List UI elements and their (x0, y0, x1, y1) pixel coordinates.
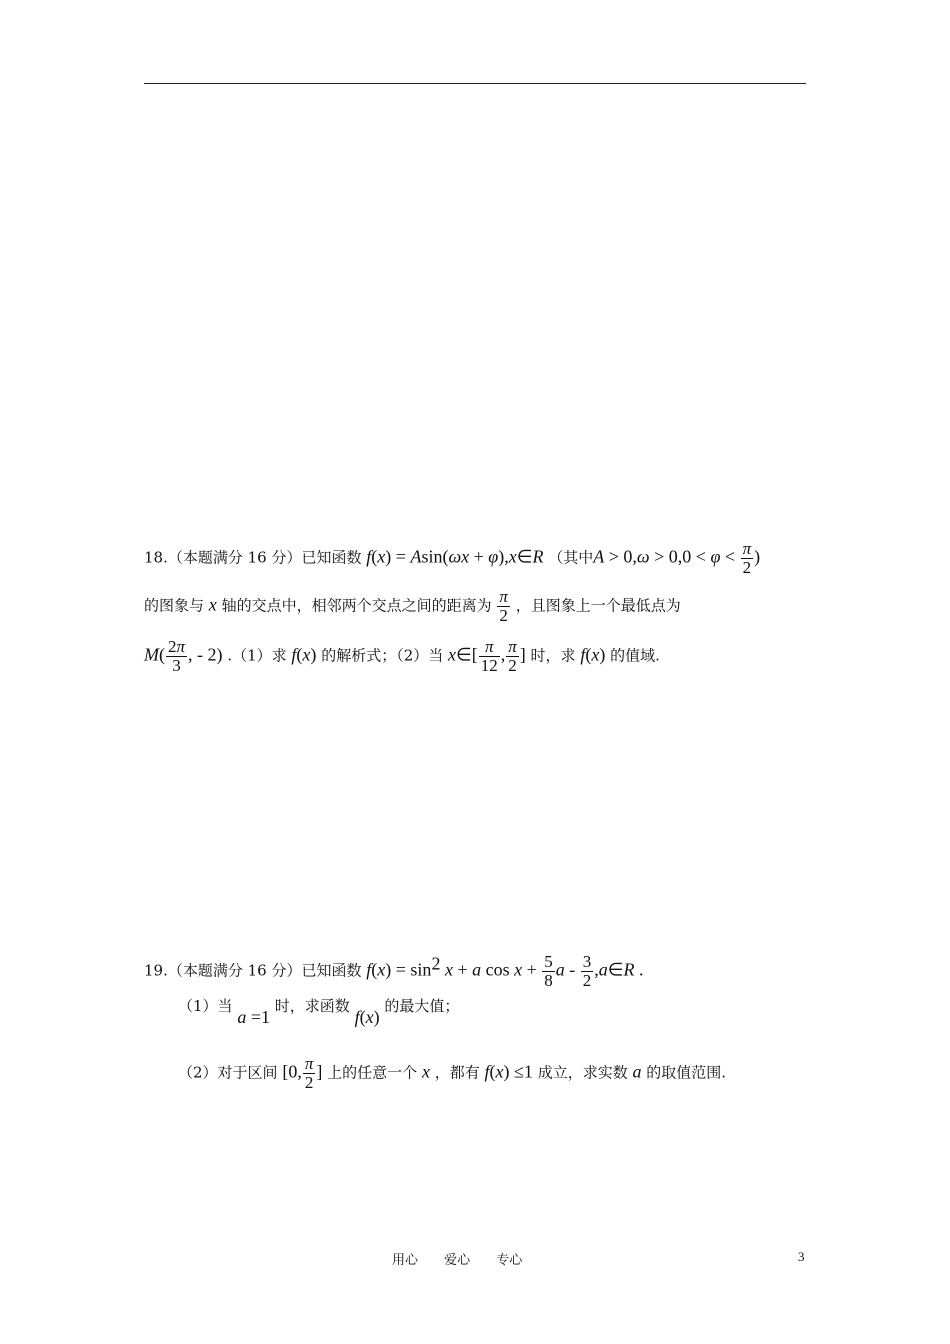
q18-label: 18.（本题满分 16 分）已知函数 (144, 548, 362, 567)
q19-text: 的最大值； (384, 997, 460, 1015)
page-footer: 用心 爱心 专心 (392, 1253, 523, 1268)
q19-text: ，都有 (434, 1063, 480, 1082)
fraction-pi-over-12: $\frac{\pi}{12}$ (480, 637, 498, 675)
fraction-pi-over-2: $\frac{\pi}{2}$ (499, 587, 508, 625)
header-rule (144, 83, 806, 84)
q19-text: 上的任意一个 (327, 1063, 418, 1082)
q18-text: 轴的交点中，相邻两个交点之间的距离为 (221, 596, 492, 615)
q19-text: 时，求函数 (274, 997, 350, 1015)
fraction-5-over-8: $\frac{5}{8}$ (544, 952, 553, 990)
q18-text: ，且图象上一个最低点为 (515, 596, 681, 615)
fraction-pi-over-2: $\frac{\pi}{2}$ (742, 539, 752, 577)
q19-text: （2）对于区间 (178, 1063, 278, 1082)
fraction-pi-over-2: $\frac{\pi}{2}$ (304, 1054, 314, 1092)
fraction-3-over-2: $\frac{3}{2}$ (582, 952, 592, 990)
q18-condition-prefix: （其中 (548, 548, 594, 567)
q18-text: .（1）求 (227, 646, 287, 665)
q18-line3: M( $\frac{2\pi}{3}$ , - 2) .（1）求 f(x) 的解析式；（2）当 x∈[ $\frac{\pi}{12}$ , $\frac{\pi}{2}$ ] 时，求 f(x) 的值域. (144, 637, 660, 675)
q18-line1: 18.（本题满分 16 分）已知函数 f(x) = Asin(ωx + φ),x∈R （其中A > 0,ω > 0,0 < φ < $\frac{\pi}{2}$ ) (144, 539, 761, 577)
fraction-2pi-over-3: $\frac{2\pi}{3}$ (168, 637, 186, 675)
q19-part1: （1）当 a =1 时，求函数 f(x) 的最大值； (178, 997, 460, 1027)
q19-line1: 19.（本题满分 16 分）已知函数 $f(x) = \sin^2 x + a$ cos x + $\frac{5}{8}$ a - $\frac{3}{2}$ ,a∈R . (144, 952, 644, 990)
q19-text: 的取值范围. (646, 1063, 727, 1082)
q19-part2: （2）对于区间 [0, $\frac{\pi}{2}$ ] 上的任意一个 x ，都有 f(x) ≤1 成立，求实数 a 的取值范围. (178, 1054, 727, 1092)
q18-text: 的解析式；（2）当 (321, 646, 444, 665)
q18-text: 时，求 (530, 646, 576, 665)
fraction-pi-over-2: $\frac{\pi}{2}$ (508, 637, 517, 675)
q18-text: 的值域. (610, 646, 660, 665)
q18-line2: 的图象与 x 轴的交点中，相邻两个交点之间的距离为 $\frac{\pi}{2}$ ，且图象上一个最低点为 (144, 587, 681, 625)
q18-text: 的图象与 (144, 596, 205, 615)
page-number: 3 (798, 1249, 805, 1264)
q19-label: 19.（本题满分 16 分）已知函数 (144, 961, 362, 980)
q19-text: 成立，求实数 (537, 1063, 628, 1082)
q19-text: （1）当 (178, 997, 233, 1015)
